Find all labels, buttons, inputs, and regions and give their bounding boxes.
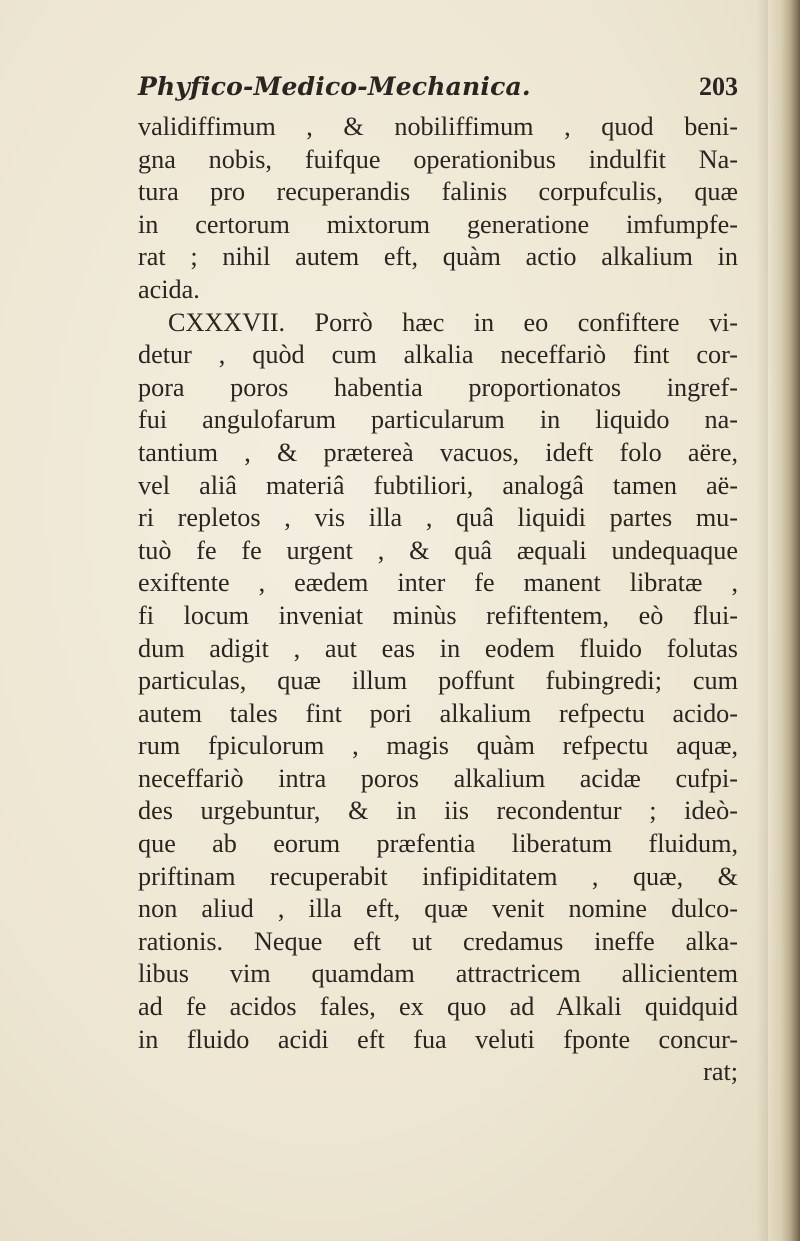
text-line: in fluido acidi eft fua veluti fponte concur- bbox=[138, 1024, 738, 1054]
text-line: rat ; nihil autem eft, quàm actio alkalium in bbox=[138, 242, 738, 272]
page-number: 203 bbox=[699, 72, 738, 101]
gutter-shadow bbox=[756, 0, 768, 1241]
page-edge-binding bbox=[768, 0, 800, 1241]
body-text bbox=[138, 111, 738, 1089]
text-line: tura pro recuperandis falinis corpufculis, quæ bbox=[138, 177, 738, 207]
text-line: fui angulofarum particularum in liquido na- bbox=[138, 405, 738, 435]
text-line: validiffimum , & nobiliffimum , quod beni- bbox=[138, 112, 738, 141]
text-line: que ab eorum præfentia liberatum fluidum, bbox=[138, 829, 738, 859]
text-line: ad fe acidos fales, ex quo ad Alkali quidquid bbox=[138, 992, 738, 1022]
catchword-line: rat; bbox=[703, 1057, 738, 1087]
text-line: exiftente , eædem inter fe manent libratæ , bbox=[138, 568, 738, 598]
text-line: dum adigit , aut eas in eodem fluido folutas bbox=[138, 633, 738, 663]
text-line: libus vim quamdam attractricem allicientem bbox=[138, 959, 738, 989]
text-line: tuò fe fe urgent , & quâ æquali undequaque bbox=[138, 535, 738, 565]
text-line: gna nobis, fuifque operationibus indulfit Na- bbox=[138, 144, 738, 174]
text-line: non aliud , illa eft, quæ venit nomine dulco- bbox=[138, 894, 738, 924]
text-line: vel aliâ materiâ fubtiliori, analogâ tamen aë- bbox=[138, 470, 738, 500]
text-line: pora poros habentia proportionatos ingref- bbox=[138, 372, 738, 402]
text-line: des urgebuntur, & in iis recondentur ; ideò- bbox=[138, 796, 738, 826]
text-line: fi locum inveniat minùs refiftentem, eò flui- bbox=[138, 600, 738, 630]
text-line: in certorum mixtorum generatione imfumpfe- bbox=[138, 209, 738, 239]
text-line: particulas, quæ illum poffunt fubingredi; cum bbox=[138, 666, 738, 696]
running-head: Phyfico-Medico-Mechanica. bbox=[138, 72, 531, 101]
text-line: acida. bbox=[138, 274, 200, 304]
text-line: neceffariò intra poros alkalium acidæ cufpi- bbox=[138, 763, 738, 793]
section-start-line: CXXXVII. Porrò hæc in eo confiftere vi- bbox=[168, 307, 738, 337]
text-line: ri repletos , vis illa , quâ liquidi partes mu- bbox=[138, 503, 738, 533]
text-line: priftinam recuperabit infipiditatem , quæ, & bbox=[138, 861, 738, 891]
text-line: detur , quòd cum alkalia neceffariò fint cor- bbox=[138, 340, 738, 370]
text-line: rum fpiculorum , magis quàm refpectu aquæ, bbox=[138, 731, 738, 761]
text-line: autem tales fint pori alkalium refpectu acido- bbox=[138, 698, 738, 728]
text-line: tantium , & prætereà vacuos, ideft folo aëre, bbox=[138, 437, 738, 467]
text-line: rationis. Neque eft ut credamus ineffe alka- bbox=[138, 926, 738, 956]
page-header bbox=[138, 72, 738, 116]
